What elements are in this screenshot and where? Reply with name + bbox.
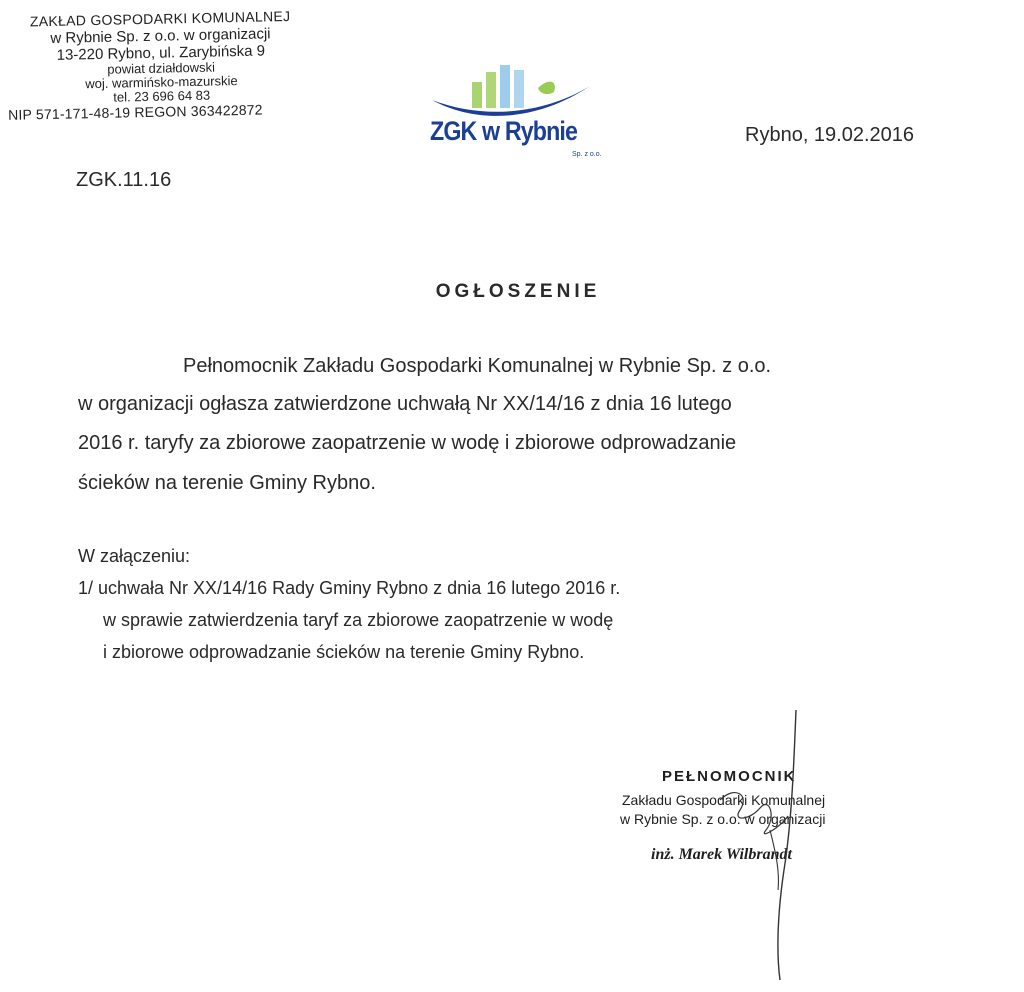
handwritten-signature — [680, 700, 830, 985]
company-logo — [426, 62, 602, 162]
document-date: Rybno, 19.02.2016 — [745, 124, 915, 146]
stamp-line: woj. warmińsko-mazurskie — [85, 73, 238, 92]
stamp-line: powiat działdowski — [107, 59, 216, 77]
signatory-title: PEŁNOMOCNIK — [662, 768, 797, 785]
signatory-name: inż. Marek Wilbrandt — [651, 846, 792, 863]
attachments-heading: W załączeniu: — [78, 546, 191, 566]
stamp-line: NIP 571-171-48-19 REGON 363422872 — [7, 101, 263, 123]
stamp-line: w Rybnie Sp. z o.o. w organizacji — [50, 25, 271, 47]
body-line: 2016 r. taryfy za zbiorowe zaopatrzenie w wodę i zbiorowe odprowadzanie — [78, 432, 737, 454]
reference-number: ZGK.11.16 — [76, 169, 172, 191]
body-line: w organizacji ogłasza zatwierdzone uchwałą Nr XX/14/16 z dnia 16 lutego — [78, 393, 732, 415]
logo-graphic — [426, 62, 602, 124]
attachment-line: 1/ uchwała Nr XX/14/16 Rady Gminy Rybno z dnia 16 lutego 2016 r. — [78, 578, 621, 598]
attachment-line: i zbiorowe odprowadzanie ścieków na terenie Gminy Rybno. — [103, 642, 585, 662]
logo-name: ZGK w Rybnie — [430, 116, 578, 146]
logo-subtitle: Sp. z o.o. — [572, 151, 602, 158]
signatory-line: w Rybnie Sp. z o.o. w organizacji — [620, 811, 826, 827]
stamp-line: 13-220 Rybno, ul. Zarybińska 9 — [56, 42, 266, 64]
stamp-line: tel. 23 696 64 83 — [113, 87, 211, 105]
body-line: ścieków na terenie Gminy Rybno. — [78, 472, 376, 494]
attachment-line: w sprawie zatwierdzenia taryf za zbiorowe zaopatrzenie w wodę — [103, 610, 614, 630]
signatory-line: Zakładu Gospodarki Komunalnej — [622, 792, 826, 808]
company-stamp — [0, 7, 322, 124]
stamp-line: ZAKŁAD GOSPODARKI KOMUNALNEJ — [29, 7, 291, 30]
body-line: Pełnomocnik Zakładu Gospodarki Komunalnej w Rybnie Sp. z o.o. — [183, 355, 772, 377]
document-title: OGŁOSZENIE — [435, 281, 601, 302]
